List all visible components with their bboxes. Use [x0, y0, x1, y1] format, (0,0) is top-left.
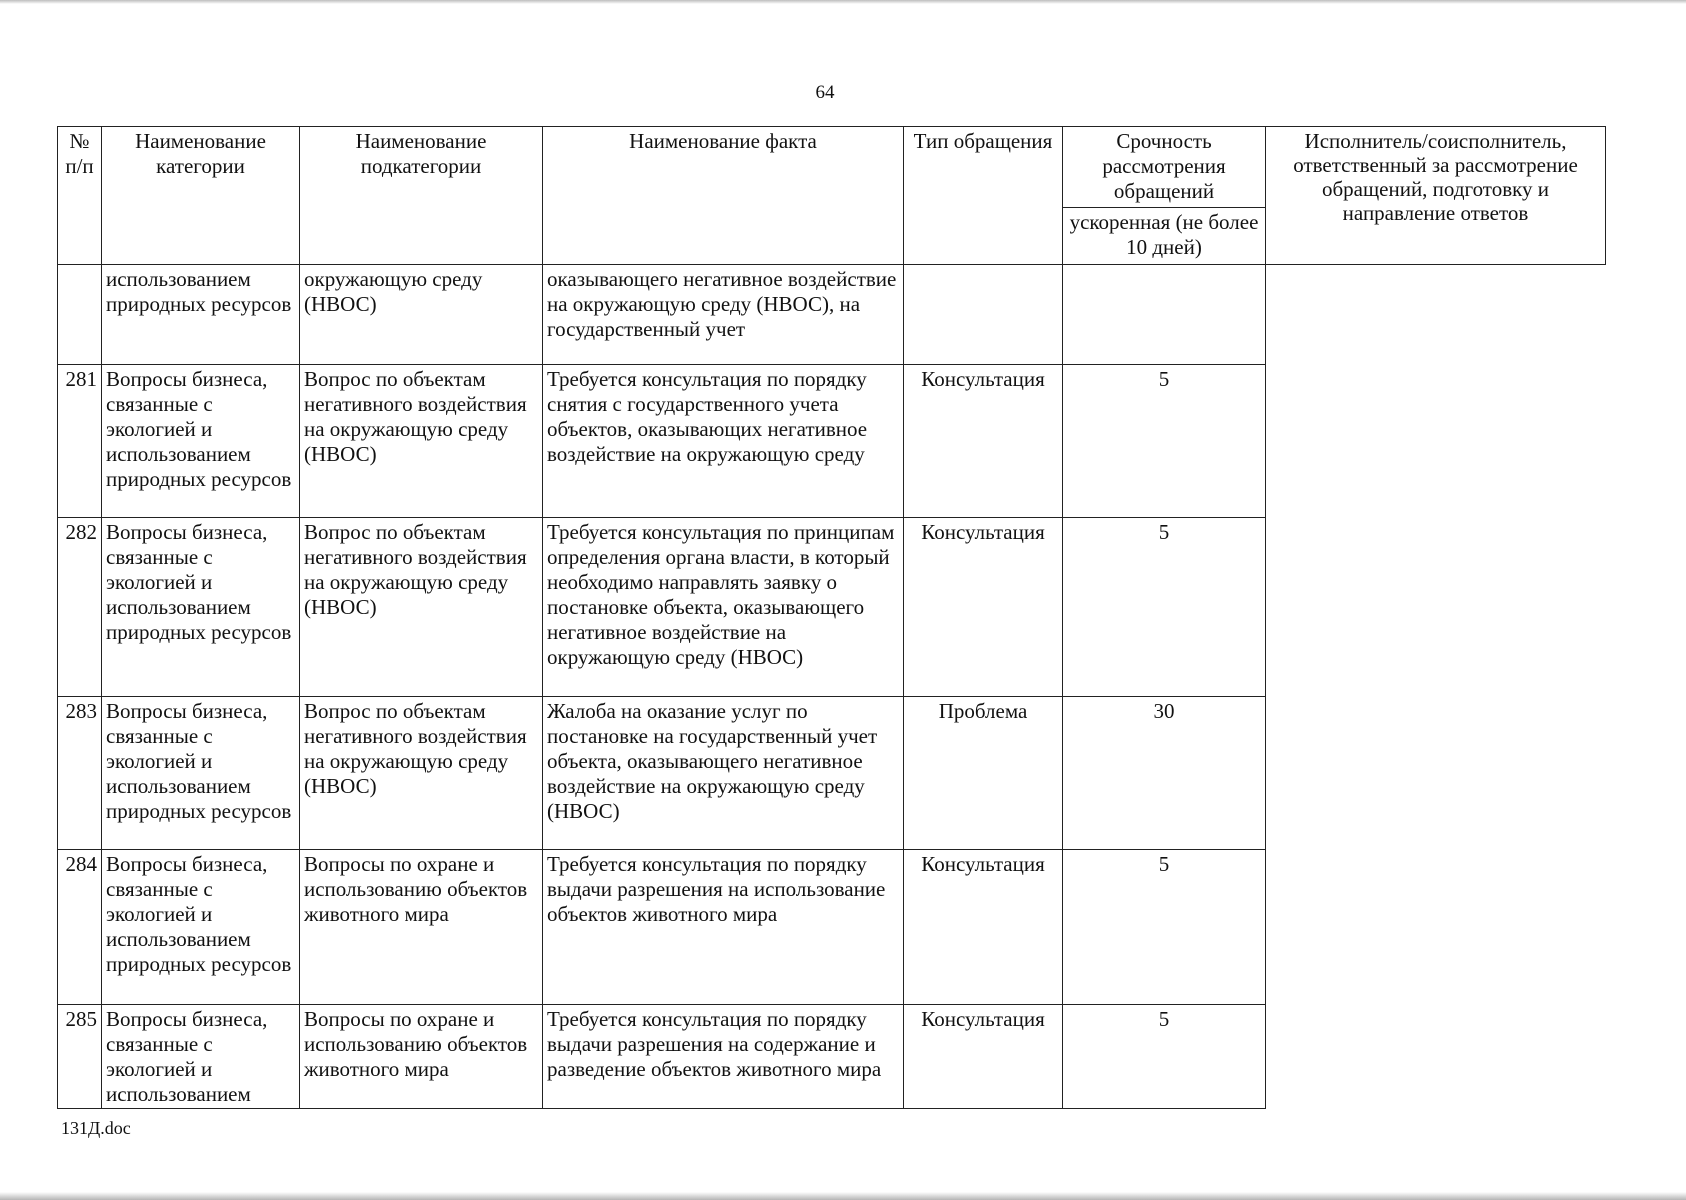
cell-type: Консультация [904, 850, 1063, 1005]
cell-num: 282 [58, 518, 102, 697]
cell-type [904, 265, 1063, 365]
cell-fact: Требуется консультация по порядку снятия с государственного учета объектов, оказывающих негативное воздействие на окружающую среду [543, 365, 904, 518]
header-urgency-sub: ускоренная (не более 10 дней) [1063, 208, 1266, 265]
table-row [58, 518, 1606, 697]
table-row [58, 850, 1606, 1005]
cell-fact: Требуется консультация по принципам определения органа власти, в который необходимо направлять заявку о постановке объекта, оказывающего негативное воздействие на окружающую среду (НВОС) [543, 518, 904, 697]
scan-edge-top [0, 0, 1686, 4]
header-category: Наименование категории [102, 127, 300, 265]
cell-urgency: 5 [1063, 850, 1266, 1005]
cell-num: 285 [58, 1005, 102, 1109]
header-subcategory: Наименование подкатегории [300, 127, 543, 265]
cell-num: 283 [58, 697, 102, 850]
cell-category: Вопросы бизнеса, связанные с экологией и использованием природных ресурсов [102, 518, 300, 697]
cell-category: Вопросы бизнеса, связанные с экологией и использованием природных ресурсов [102, 850, 300, 1005]
cell-subcategory: Вопрос по объектам негативного воздействия на окружающую среду (НВОС) [300, 518, 543, 697]
header-executor: Исполнитель/соисполнитель, ответственный за рассмотрение обращений, подготовку и направление ответов [1266, 127, 1606, 265]
cell-subcategory: Вопрос по объектам негативного воздействия на окружающую среду (НВОС) [300, 697, 543, 850]
header-type: Тип обращения [904, 127, 1063, 265]
table-row [58, 365, 1606, 518]
cell-urgency: 30 [1063, 697, 1266, 850]
cell-urgency: 5 [1063, 518, 1266, 697]
cell-fact: Требуется консультация по порядку выдачи разрешения на использование объектов животного мира [543, 850, 904, 1005]
cell-category: Вопросы бизнеса, связанные с экологией и использованием природных ресурсов [102, 697, 300, 850]
cell-subcategory: окружающую среду (НВОС) [300, 265, 543, 365]
cell-subcategory: Вопросы по охране и использованию объектов животного мира [300, 1005, 543, 1109]
cell-type: Консультация [904, 1005, 1063, 1109]
page-number: 64 [815, 82, 835, 103]
cell-fact: Жалоба на оказание услуг по постановке на государственный учет объекта, оказывающего негативное воздействие на окружающую среду (НВОС) [543, 697, 904, 850]
table-row [58, 265, 1606, 365]
table-row [58, 697, 1606, 850]
cell-urgency: 5 [1063, 1005, 1266, 1109]
cell-num: 281 [58, 365, 102, 518]
header-fact: Наименование факта [543, 127, 904, 265]
cell-urgency: 5 [1063, 365, 1266, 518]
cell-category: Вопросы бизнеса, связанные с экологией и использованием природных ресурсов [102, 365, 300, 518]
cell-type: Консультация [904, 365, 1063, 518]
cell-num [58, 265, 102, 365]
cell-urgency [1063, 265, 1266, 365]
cell-type: Проблема [904, 697, 1063, 850]
document-table [57, 126, 1606, 1109]
cell-num: 284 [58, 850, 102, 1005]
cell-category: использованием природных ресурсов [102, 265, 300, 365]
cell-subcategory: Вопросы по охране и использованию объектов животного мира [300, 850, 543, 1005]
cell-type: Консультация [904, 518, 1063, 697]
scan-edge-bottom [0, 1192, 1686, 1200]
table-row [58, 1005, 1606, 1109]
cell-category: Вопросы бизнеса, связанные с экологией и использованием [102, 1005, 300, 1109]
cell-fact: Требуется консультация по порядку выдачи разрешения на содержание и разведение объектов животного мира [543, 1005, 904, 1109]
footer-filename: 131Д.doc [61, 1118, 131, 1138]
cell-fact: оказывающего негативное воздействие на окружающую среду (НВОС), на государственный учет [543, 265, 904, 365]
cell-subcategory: Вопрос по объектам негативного воздействия на окружающую среду (НВОС) [300, 365, 543, 518]
header-num: № п/п [58, 127, 102, 265]
header-urgency: Срочность рассмотрения обращений [1063, 127, 1266, 208]
